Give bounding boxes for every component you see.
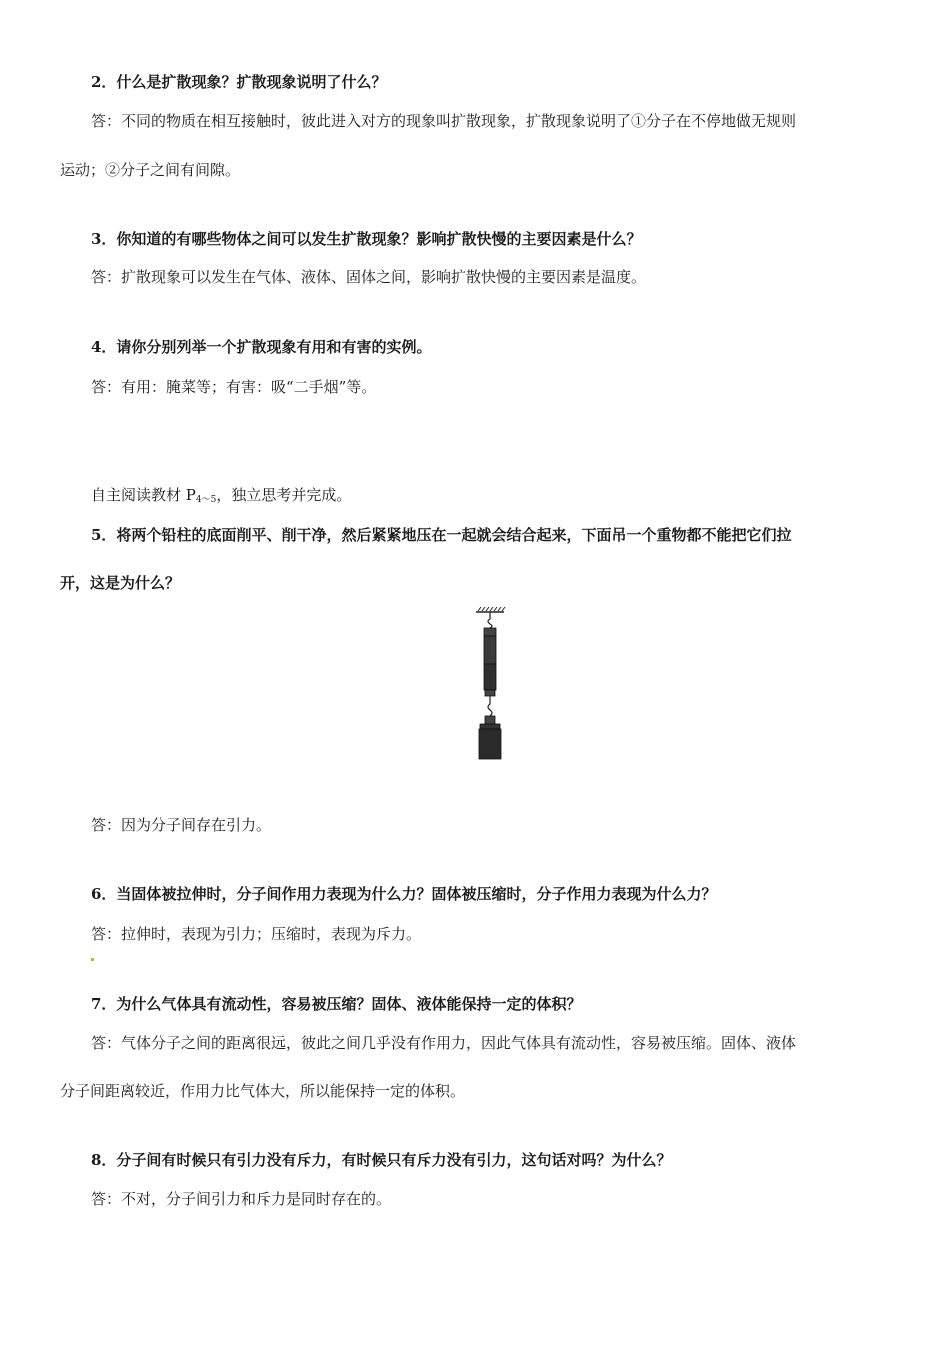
answer-5: 答：因为分子间存在引力。: [91, 816, 272, 834]
question-5-line-1: 5．将两个铅柱的底面削平、削干净，然后紧紧地压在一起就会结合起来，下面吊一个重物都不能把它们拉: [91, 526, 792, 544]
question-3: 3．你知道的有哪些物体之间可以发生扩散现象？影响扩散快慢的主要因素是什么？: [91, 230, 642, 248]
answer-2-line-2: 运动；②分子之间有间隙。: [60, 161, 241, 179]
question-6: 6．当固体被拉伸时，分子间作用力表现为什么力？固体被压缩时，分子作用力表现为什么力？: [91, 885, 717, 903]
question-8: 8．分子间有时候只有引力没有斥力，有时候只有斥力没有引力，这句话对吗？为什么？: [91, 1151, 672, 1169]
question-7: 7．为什么气体具有流动性，容易被压缩？固体、液体能保持一定的体积？: [91, 995, 582, 1013]
reading-instruction: 自主阅读教材 $P_{4\sim 5}$，独立思考并完成。: [91, 486, 352, 505]
stray-mark: [91, 958, 94, 961]
lead-cylinders-figure: [466, 606, 512, 764]
answer-8: 答：不对，分子间引力和斥力是同时存在的。: [91, 1190, 392, 1208]
answer-2-line-1: 答：不同的物质在相互接触时，彼此进入对方的现象叫扩散现象，扩散现象说明了①分子在不停地做无规则: [91, 112, 797, 130]
answer-4: 答：有用：腌菜等；有害：吸“二手烟”等。: [91, 378, 377, 396]
question-4: 4．请你分别列举一个扩散现象有用和有害的实例。: [91, 338, 432, 356]
question-5-line-2: 开，这是为什么？: [60, 574, 181, 592]
answer-7-line-1: 答：气体分子之间的距离很远，彼此之间几乎没有作用力，因此气体具有流动性，容易被压缩。固体、液体: [91, 1034, 797, 1052]
page-range: 4～5: [195, 495, 217, 505]
answer-7-line-2: 分子间距离较近，作用力比气体大，所以能保持一定的体积。: [60, 1082, 466, 1100]
answer-6: 答：拉伸时，表现为引力；压缩时，表现为斥力。: [91, 925, 422, 943]
answer-3: 答：扩散现象可以发生在气体、液体、固体之间，影响扩散快慢的主要因素是温度。: [91, 268, 647, 286]
question-2: 2．什么是扩散现象？扩散现象说明了什么？: [91, 73, 387, 91]
